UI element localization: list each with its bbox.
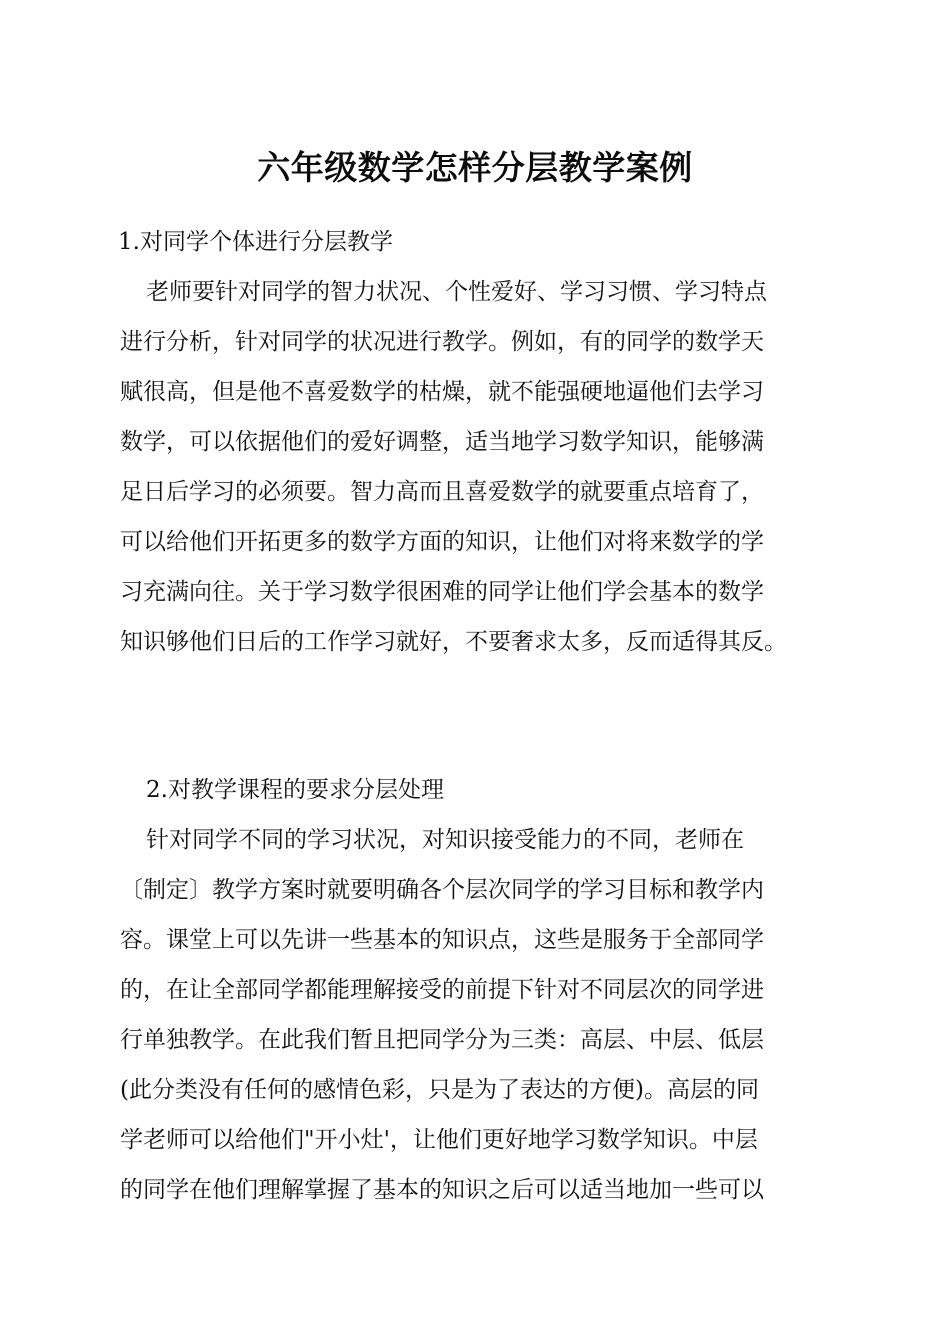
paragraph-line: 行单独教学。在此我们暂且把同学分为三类：高层、中层、低层	[120, 1027, 764, 1053]
paragraph-line: 〔制定〕教学方案时就要明确各个层次同学的学习目标和教学内	[120, 877, 764, 903]
section-1-heading: 1.对同学个体进行分层教学	[118, 229, 393, 255]
paragraph-line: 的，在让全部同学都能理解接受的前提下针对不同层次的同学进	[120, 977, 764, 1003]
paragraph-line: 赋很高，但是他不喜爱数学的枯燥，就不能强硬地逼他们去学习	[120, 379, 764, 405]
section-2-heading: 2.对教学课程的要求分层处理	[146, 777, 444, 803]
paragraph-line: 老师要针对同学的智力状况、个性爱好、学习习惯、学习特点	[146, 279, 767, 305]
paragraph-line: 习充满向往。关于学习数学很困难的同学让他们学会基本的数学	[120, 579, 764, 605]
paragraph-line: 知识够他们日后的工作学习就好，不要奢求太多，反而适得其反。	[120, 629, 787, 655]
paragraph-line: 进行分析，针对同学的状况进行教学。例如，有的同学的数学天	[120, 329, 764, 355]
paragraph-line: 的同学在他们理解掌握了基本的知识之后可以适当地加一些可以	[120, 1177, 764, 1203]
paragraph-line: (此分类没有任何的感情色彩，只是为了表达的方便)。高层的同	[120, 1077, 759, 1103]
paragraph-line: 针对同学不同的学习状况，对知识接受能力的不同，老师在	[146, 827, 744, 853]
paragraph-line: 足日后学习的必须要。智力高而且喜爱数学的就要重点培育了，	[120, 479, 764, 505]
paragraph-line: 学老师可以给他们"开小灶'，让他们更好地学习数学知识。中层	[120, 1127, 758, 1153]
paragraph-line: 数学，可以依据他们的爱好调整，适当地学习数学知识，能够满	[120, 429, 764, 455]
paragraph-line: 可以给他们开拓更多的数学方面的知识，让他们对将来数学的学	[120, 529, 764, 555]
document-title: 六年级数学怎样分层教学案例	[257, 148, 693, 187]
paragraph-line: 容。课堂上可以先讲一些基本的知识点，这些是服务于全部同学	[120, 927, 764, 953]
